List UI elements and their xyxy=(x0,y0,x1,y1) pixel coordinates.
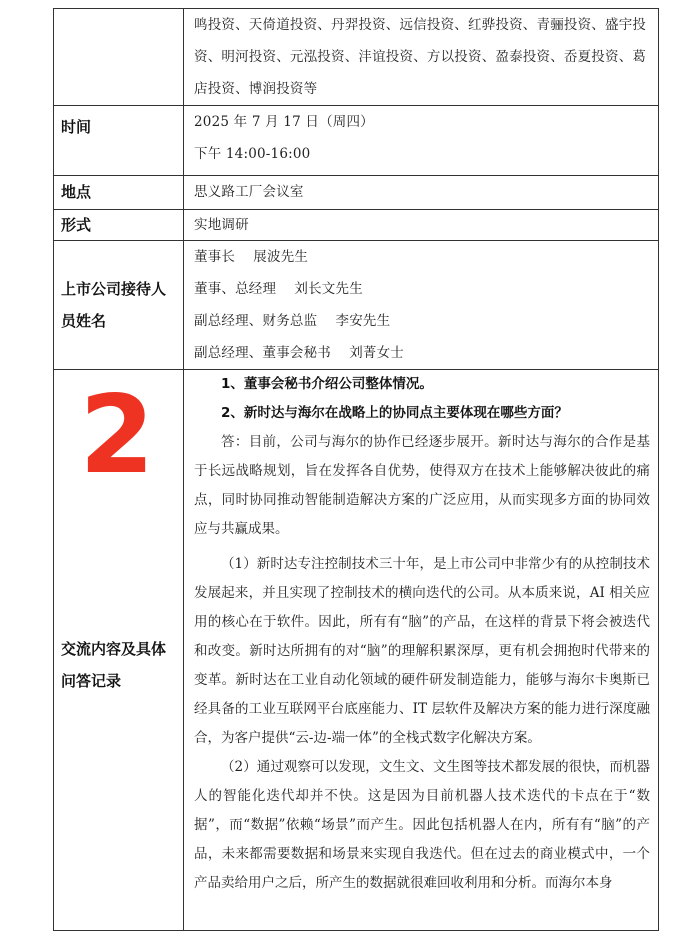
meeting-hours: 下午 14:00-16:00 xyxy=(194,146,311,162)
format-label: 形式 xyxy=(54,210,184,241)
investor-line: 店投资、博润投资等 xyxy=(194,81,318,97)
reception-person: 副总经理、财务总监 李安先生 xyxy=(194,313,391,329)
reception-row xyxy=(54,241,659,370)
qa-heading: 1、董事会秘书介绍公司整体情况。 xyxy=(221,376,433,392)
location-row xyxy=(54,176,659,210)
qa-label-cell xyxy=(54,370,184,931)
qa-answer-intro: 答：目前，公司与海尔的协作已经逐步展开。新时达与海尔的合作是基于长远战略规划，旨在发挥各自优势，使得双方在技术上能够解决彼此的痛点，同时协同推动智能制造解决方案的广泛应用，从而实现多方面的协同效应与共赢成果。 xyxy=(194,434,650,537)
reception-person: 董事、总经理 刘长文先生 xyxy=(194,281,363,297)
qa-answer-point: （2）通过观察可以发现，文生文、文生图等技术都发展的很快，而机器人的智能化迭代却并不快。这是因为目前机器人技术迭代的卡点在于“数据”，而“数据”依赖“场景”而产生。因此包括机器人在内，所有有“脑”的产品，未来都需要数据和场景来实现自我迭代。但在过去的商业模式中，一个产品卖给用户之后，所产生的数据就很难回收利用和分析。而海尔本身 xyxy=(194,759,650,891)
location-label: 地点 xyxy=(54,176,184,210)
reception-person: 董事长 展波先生 xyxy=(194,249,309,265)
time-content xyxy=(184,106,659,176)
page-badge-number: 2 xyxy=(79,373,155,498)
investors-label-cell xyxy=(54,9,184,106)
investors-content-cell xyxy=(184,9,659,106)
qa-content xyxy=(184,370,659,931)
qa-answer-point: （1）新时达专注控制技术三十年，是上市公司中非常少有的从控制技术发展起来，并且实现了控制技术的横向迭代的公司。从本质来说，AI 相关应用的核心在于软件。因此，所有有“脑”的产品，在这样的背景下将会被迭代和改变。新时达所拥有的对“脑”的理解积累深厚，更有机会拥抱时代带来的变革。新时达在工业自动化领域的硬件研发制造能力，能够与海尔卡奥斯已经具备的工业互联网平台底座能力、IT 层软件及解决方案的能力进行深度融合，为客户提供“云-边-端一体”的全栈式数字化解决方案。 xyxy=(194,556,650,746)
location-value: 思义路工厂会议室 xyxy=(184,176,659,210)
meeting-date: 2025 年 7 月 17 日（周四） xyxy=(194,114,374,130)
reception-people xyxy=(184,241,659,370)
qa-label: 问答记录 xyxy=(61,672,122,690)
qa-heading: 2、新时达与海尔在战略上的协同点主要体现在哪些方面？ xyxy=(221,405,568,421)
investors-row xyxy=(54,9,659,106)
time-label: 时间 xyxy=(54,106,184,176)
time-row xyxy=(54,106,659,176)
reception-label: 上市公司接待人 员姓名 xyxy=(54,241,184,370)
reception-person: 副总经理、董事会秘书 刘菁女士 xyxy=(194,345,404,361)
investor-line: 资、明河投资、元泓投资、沣谊投资、方以投资、盈泰投资、岙夏投资、葛 xyxy=(194,49,647,65)
format-value: 实地调研 xyxy=(184,210,659,241)
investor-relations-table xyxy=(53,8,659,931)
qa-label: 交流内容及具体 xyxy=(61,640,167,658)
investor-line: 鸣投资、天倚道投资、丹羿投资、远信投资、红骅投资、青骊投资、盛宇投 xyxy=(194,17,647,33)
qa-row xyxy=(54,370,659,931)
format-row xyxy=(54,210,659,241)
